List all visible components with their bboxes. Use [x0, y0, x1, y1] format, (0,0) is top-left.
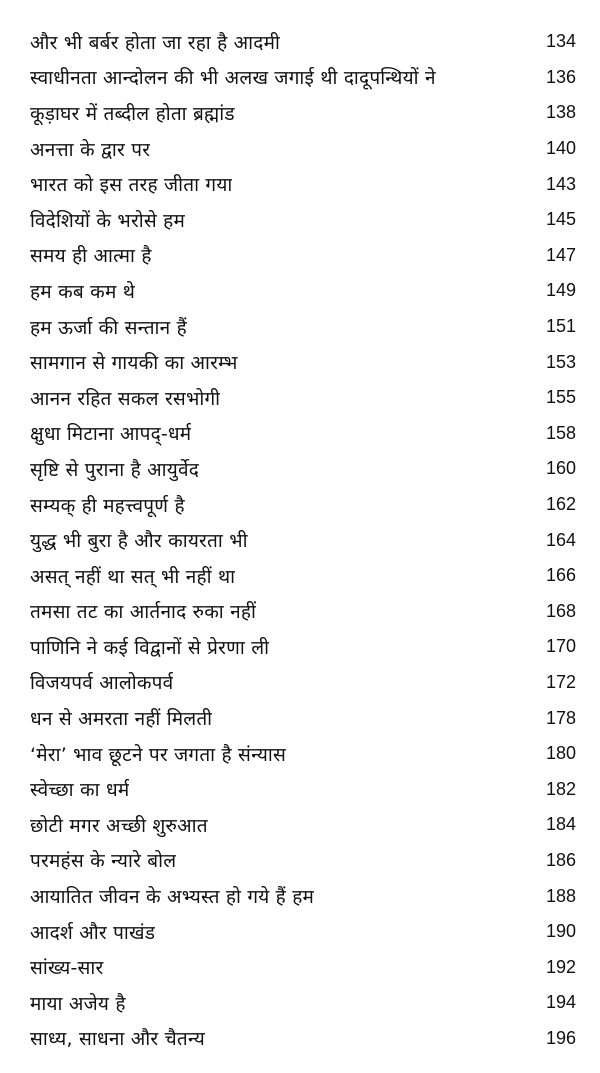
toc-entry [30, 629, 576, 665]
toc-entry-page-number: 182 [545, 778, 576, 799]
toc-entry [30, 202, 576, 238]
toc-entry-title: सांख्य-सार [30, 957, 104, 980]
toc-entry-title: विदेशियों के भरोसे हम [30, 209, 186, 232]
toc-entry [30, 843, 576, 879]
toc-entry [30, 558, 576, 594]
toc-entry [30, 344, 576, 380]
toc-entry-title: साध्य, साधना और चैतन्य [30, 1028, 205, 1051]
toc-entry-title: हम कब कम थे [30, 280, 136, 303]
toc-entry-title: समय ही आत्मा है [30, 245, 152, 268]
toc-entry-title: स्वेच्छा का धर्म [30, 779, 130, 802]
toc-entry-title: पाणिनि ने कई विद्वानों से प्रेरणा ली [30, 636, 270, 659]
toc-entry-page-number: 134 [545, 31, 576, 52]
toc-entry [30, 914, 576, 950]
toc-entry-title: कूड़ाघर में तब्दील होता ब्रह्मांड [30, 102, 235, 125]
toc-entry-page-number: 188 [545, 885, 576, 906]
toc-entry-page-number: 155 [545, 387, 576, 408]
toc-entry-page-number: 172 [545, 671, 576, 692]
toc-entry [30, 60, 576, 96]
toc-entry [30, 487, 576, 523]
toc-entry-title: ‘मेरा’ भाव छूटने पर जगता है संन्यास [30, 743, 287, 766]
toc-entry-title: धन से अमरता नहीं मिलती [30, 708, 213, 731]
toc-entry [30, 273, 576, 309]
toc-entry-title: स्वाधीनता आन्दोलन की भी अलख जगाई थी दादूपन्थियों ने [30, 67, 436, 90]
toc-entry [30, 807, 576, 843]
toc-entry-page-number: 186 [545, 849, 576, 870]
toc-entry [30, 665, 576, 701]
toc-entry-page-number: 184 [545, 814, 576, 835]
toc-entry-page-number: 168 [545, 600, 576, 621]
toc-entry-page-number: 170 [545, 636, 576, 657]
toc-entry-page-number: 151 [545, 316, 576, 337]
toc-entry [30, 522, 576, 558]
toc-entry [30, 985, 576, 1021]
toc-entry-title: तमसा तट का आर्तनाद रुका नहीं [30, 601, 257, 624]
toc-entry-title: परमहंस के न्यारे बोल [30, 850, 177, 873]
toc-entry [30, 166, 576, 202]
toc-entry-page-number: 194 [545, 992, 576, 1013]
toc-entry [30, 451, 576, 487]
toc-entry-page-number: 145 [545, 209, 576, 230]
toc-entry [30, 878, 576, 914]
toc-entry-page-number: 192 [545, 956, 576, 977]
toc-entry-page-number: 136 [545, 66, 576, 87]
toc-entry-page-number: 140 [545, 138, 576, 159]
toc-entry-page-number: 196 [545, 1027, 576, 1048]
toc-entry [30, 131, 576, 167]
toc-entry [30, 24, 576, 60]
toc-entry-page-number: 158 [545, 422, 576, 443]
toc-entry-title: क्षुधा मिटाना आपद्-धर्म [30, 423, 192, 446]
toc-entry-title: हम ऊर्जा की सन्तान हैं [30, 316, 187, 339]
toc-entry-page-number: 149 [545, 280, 576, 301]
toc-entry-page-number: 166 [545, 565, 576, 586]
toc-entry [30, 949, 576, 985]
toc-entry-title: माया अजेय है [30, 992, 126, 1015]
toc-entry-title: आदर्श और पाखंड [30, 921, 156, 944]
toc-entry [30, 736, 576, 772]
toc-entry-title: अनत्ता के द्वार पर [30, 138, 151, 161]
toc-entry-page-number: 180 [545, 743, 576, 764]
toc-entry-title: सृष्टि से पुराना है आयुर्वेद [30, 458, 199, 481]
toc-entry-page-number: 153 [545, 351, 576, 372]
toc-entry-page-number: 178 [545, 707, 576, 728]
toc-entry-title: विजयपर्व आलोकपर्व [30, 672, 174, 695]
toc-entry [30, 1021, 576, 1057]
toc-entry-title: असत् नहीं था सत् भी नहीं था [30, 565, 236, 588]
toc-entry-page-number: 160 [545, 458, 576, 479]
toc-entry-title: आनन रहित सकल रसभोगी [30, 387, 221, 410]
toc-entry-page-number: 138 [545, 102, 576, 123]
toc-entry-title: सम्यक् ही महत्त्वपूर्ण है [30, 494, 185, 517]
toc-entry-title: युद्ध भी बुरा है और कायरता भी [30, 530, 248, 553]
toc-entry [30, 309, 576, 345]
toc-entry-title: सामगान से गायकी का आरम्भ [30, 352, 238, 375]
toc-entry-title: और भी बर्बर होता जा रहा है आदमी [30, 31, 281, 54]
toc-entry [30, 594, 576, 630]
toc-entry [30, 238, 576, 274]
toc-entry [30, 416, 576, 452]
toc-entry [30, 380, 576, 416]
toc-entry [30, 700, 576, 736]
toc-entry [30, 95, 576, 131]
toc-entry-page-number: 143 [545, 173, 576, 194]
toc-entry-page-number: 164 [545, 529, 576, 550]
toc-entry-page-number: 162 [545, 494, 576, 515]
toc-entry-page-number: 190 [545, 921, 576, 942]
toc-entry-title: आयातित जीवन के अभ्यस्त हो गये हैं हम [30, 886, 315, 909]
toc-entry-title: भारत को इस तरह जीता गया [30, 174, 233, 197]
table-of-contents [30, 24, 576, 1056]
toc-entry [30, 771, 576, 807]
toc-entry-page-number: 147 [545, 244, 576, 265]
toc-entry-title: छोटी मगर अच्छी शुरुआत [30, 814, 208, 837]
